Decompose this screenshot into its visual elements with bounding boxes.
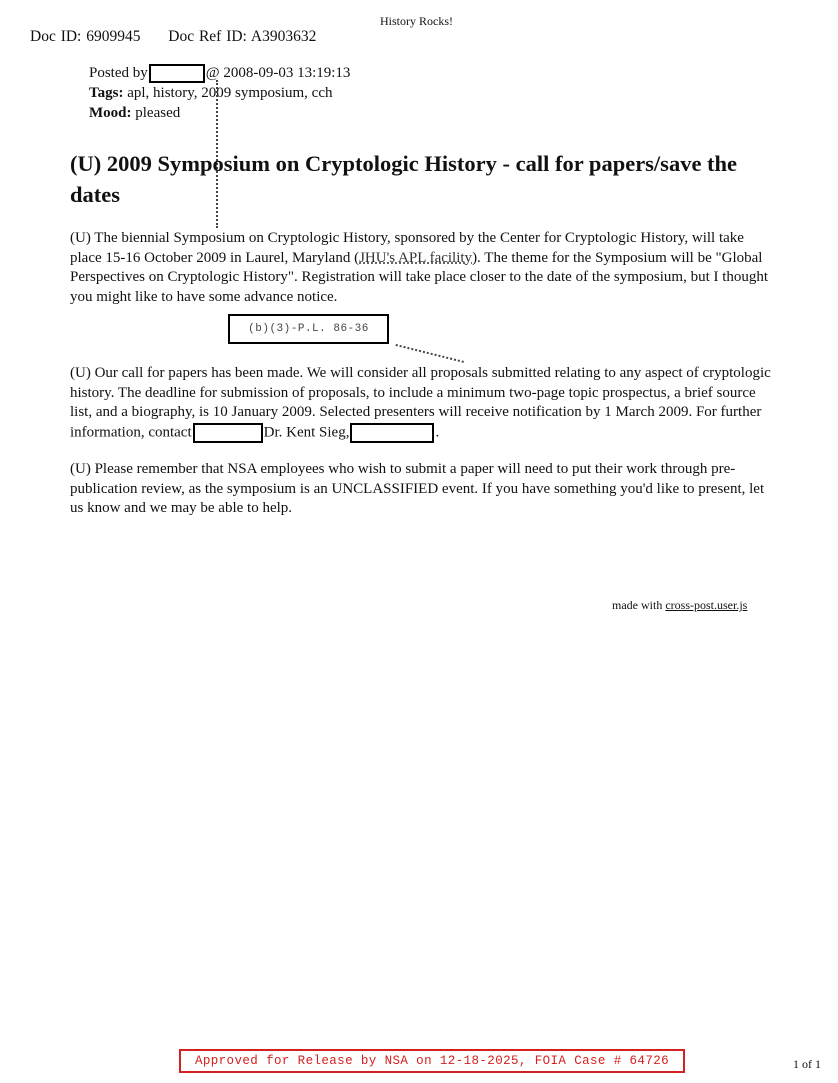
apl-facility-link[interactable]: JHU's APL facility xyxy=(359,249,473,266)
redaction-box xyxy=(350,423,434,443)
tags-line xyxy=(89,83,332,103)
paragraph-2-text-a: (U) Our call for papers has been made. We will consider all proposals submitted relating to any aspect of cryptologic history. The deadline for submission of proposals, to include a minimum two-page topic prospectus, a brief source list, and a biography, is 10 January 2009. Selected presenters will receive notification by 1 March 2009. For further information, contact xyxy=(70,365,771,440)
paragraph-2-text-c: . xyxy=(435,423,440,440)
paragraph-1-text-a: (U) The biennial Symposium on Cryptologic History, sponsored by the Center for Cryptologic History, will take place 15-16 October 2009 in Laurel, Maryland ( xyxy=(70,230,744,266)
redaction-box xyxy=(193,423,263,443)
mood-line xyxy=(89,103,180,123)
mood-value: pleased xyxy=(135,105,181,121)
made-with-label: made with xyxy=(612,598,663,612)
cross-post-link[interactable]: cross-post.user.js xyxy=(665,598,748,612)
doc-id-line xyxy=(30,28,316,46)
tags-label: Tags: xyxy=(89,85,124,101)
tags-value: apl, history, 2009 symposium, cch xyxy=(127,85,333,101)
paragraph-1 xyxy=(70,229,776,307)
mood-label: Mood: xyxy=(89,105,132,121)
doc-id: Doc ID: 6909945 xyxy=(30,28,141,45)
paragraph-1-text-b: ). The theme for the Symposium will be "Global Perspectives on Cryptologic History". Registration will take place closer to the date of the symposium, but I thought you might like to have some advance notice. xyxy=(70,249,769,305)
page-header-title: History Rocks! xyxy=(380,14,453,28)
paragraph-2-text-b: Dr. Kent Sieg, xyxy=(263,423,350,440)
made-with-line xyxy=(612,598,747,613)
posted-timestamp: @ 2008-09-03 13:19:13 xyxy=(205,65,351,81)
doc-ref-id: Doc Ref ID: A3903632 xyxy=(168,28,317,45)
article-headline: (U) 2009 Symposium on Cryptologic History - call for papers/save the dates xyxy=(70,151,738,207)
redaction-box xyxy=(149,64,205,83)
release-stamp: Approved for Release by NSA on 12-18-2025, FOIA Case # 64726 xyxy=(179,1049,685,1073)
posted-by-line xyxy=(89,63,350,83)
exemption-label: (b)(3)-P.L. 86-36 xyxy=(228,314,389,344)
paragraph-2 xyxy=(70,364,776,443)
page-number: 1 of 1 xyxy=(793,1057,821,1071)
paragraph-3: (U) Please remember that NSA employees who wish to submit a paper will need to put their work through pre-publication review, as the symposium is an UNCLASSIFIED event. If you have something you'd like to present, let us know and we may be able to help. xyxy=(70,461,765,516)
posted-by-label: Posted by xyxy=(89,65,148,81)
